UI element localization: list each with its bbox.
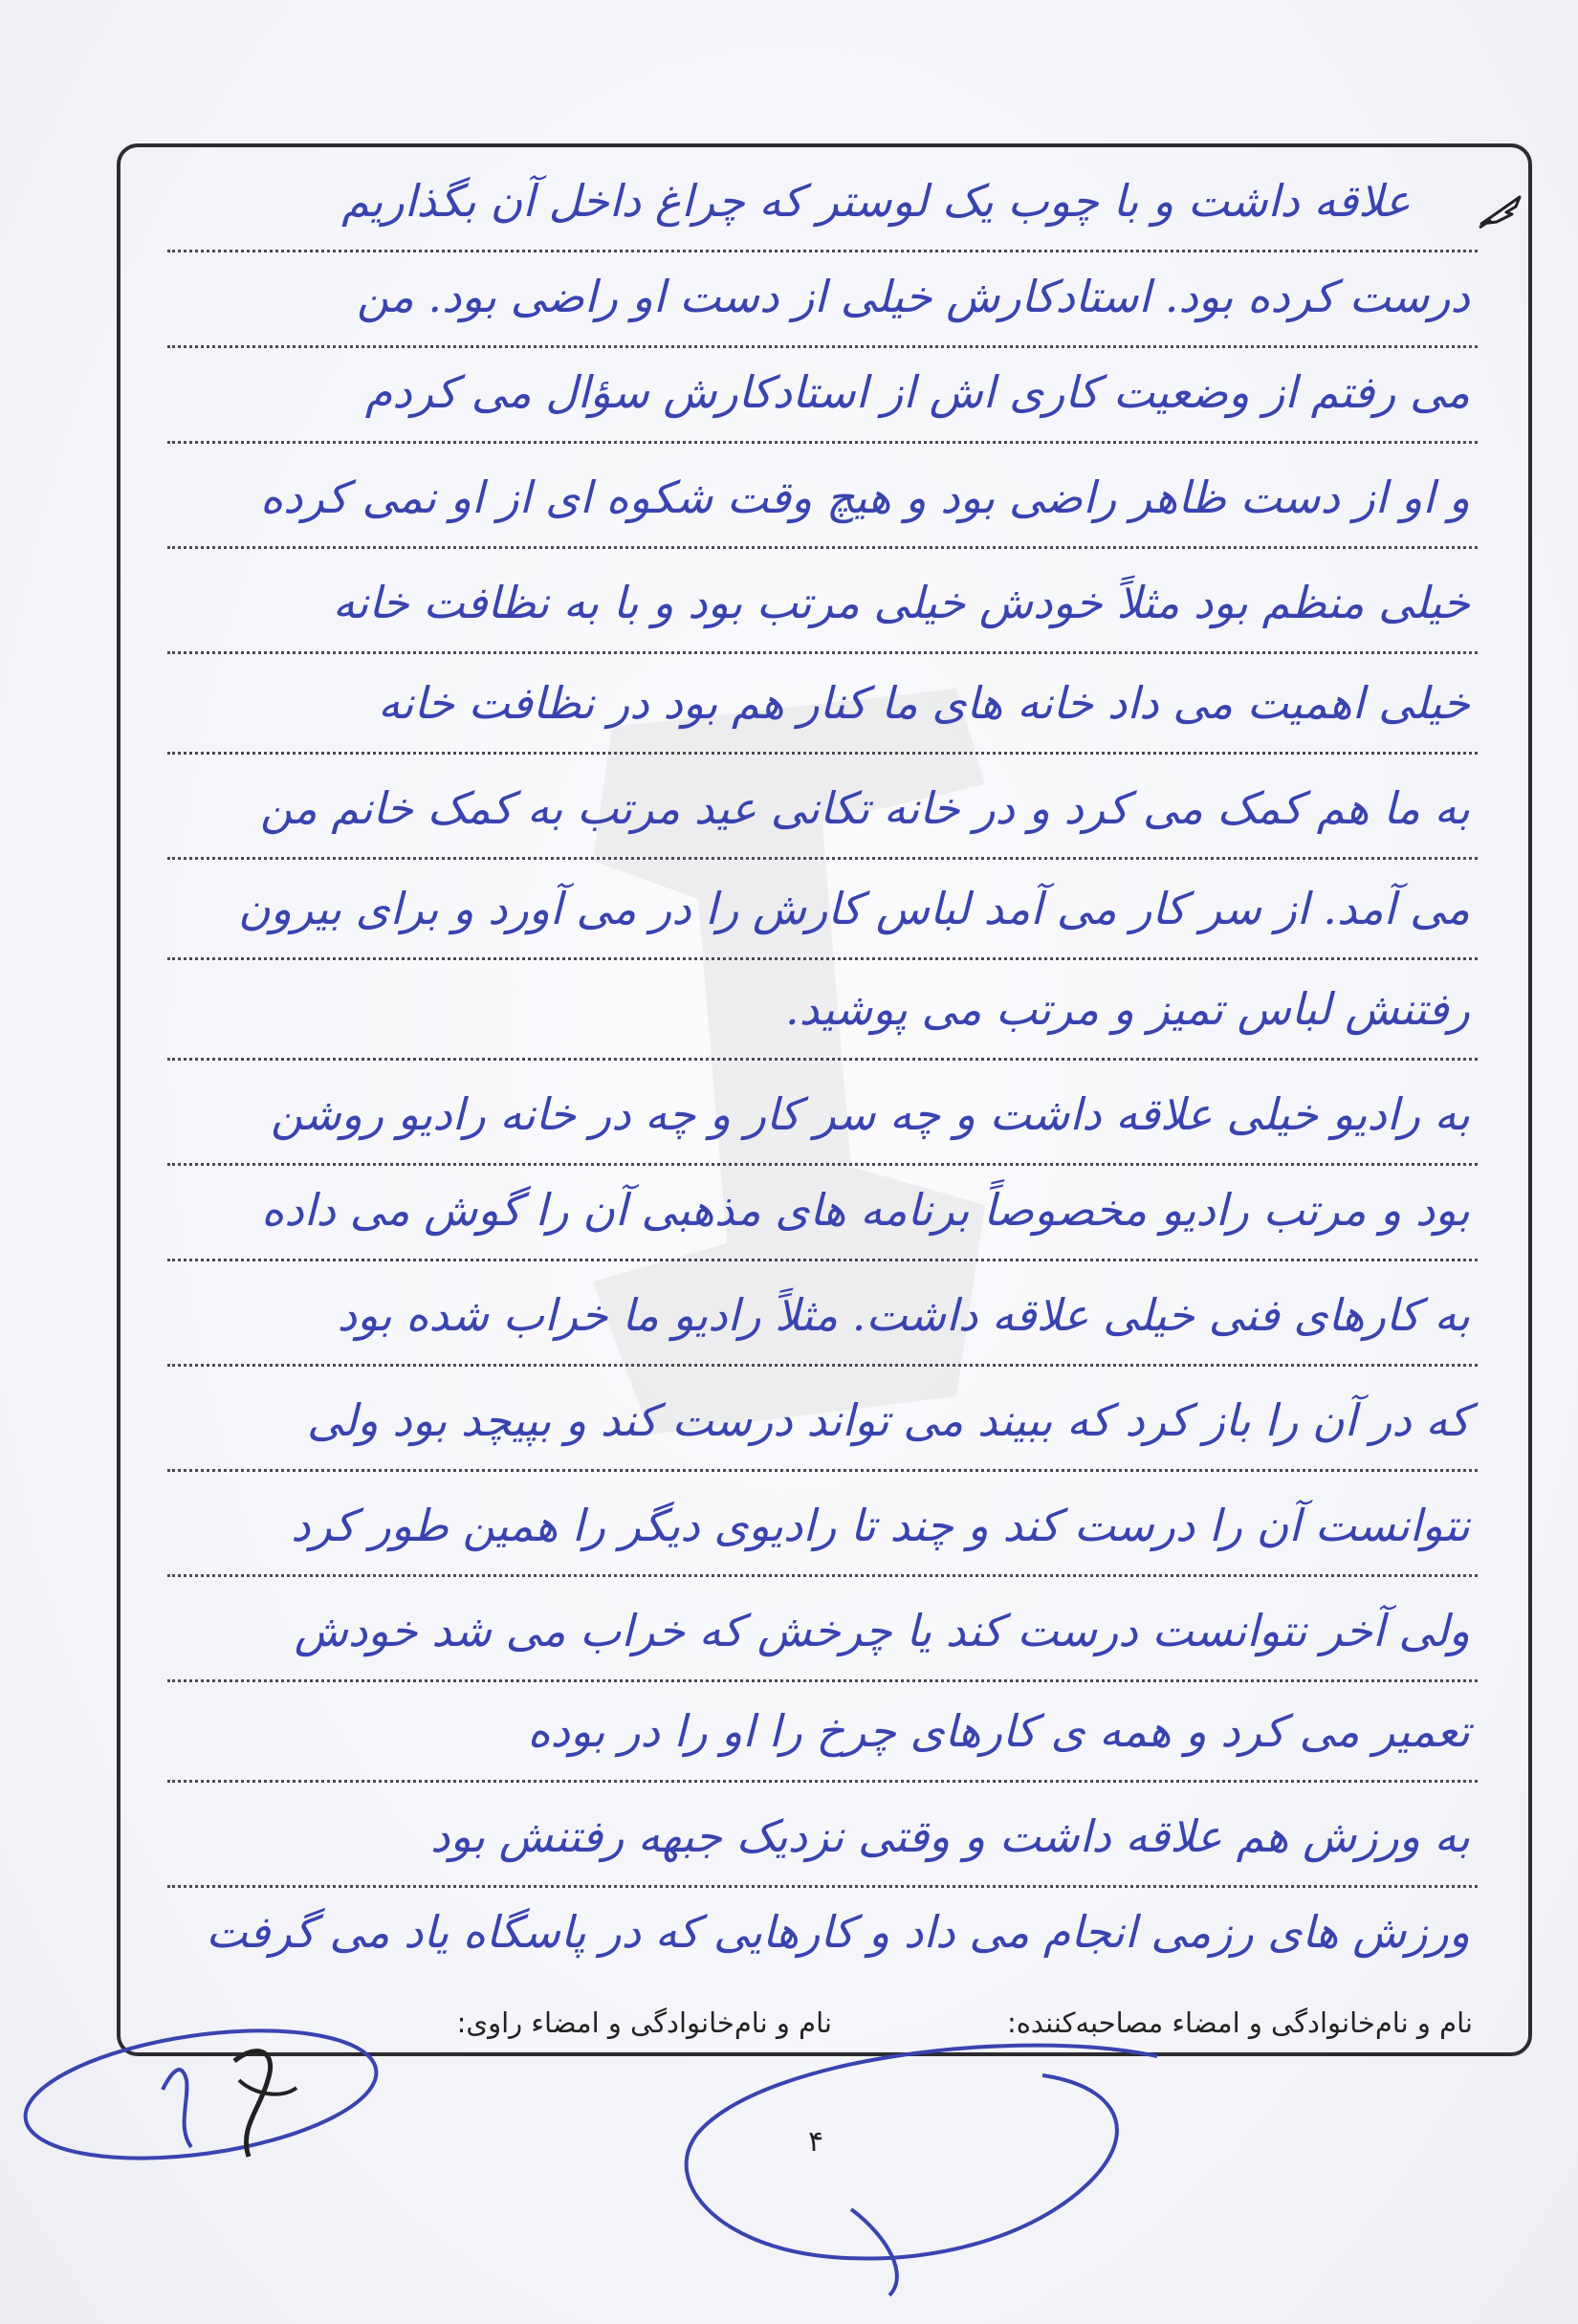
line-text: علاقه داشت و با چوب یک لوستر که چراغ داخل آن بگذاریم (341, 175, 1411, 227)
line-text: ورزش های رزمی انجام می داد و کارهایی که در پاسگاه یاد می گرفت (206, 1906, 1470, 1958)
line-text: می رفتم از وضعیت کاری اش از استادکارش سؤال می کردم (364, 366, 1470, 418)
line-text: نتوانست آن را درست کند و چند تا رادیوی دیگر را همین طور کرد (291, 1500, 1470, 1551)
line-text: می آمد. از سر کار می آمد لباس کارش را در می آورد و برای بیرون (237, 883, 1470, 934)
line-text: به ما هم کمک می کرد و در خانه تکانی عید مرتب به کمک خانم من (259, 782, 1470, 834)
line-text: به کارهای فنی خیلی علاقه داشت. مثلاً رادیو ما خراب شده بود (337, 1289, 1470, 1341)
text-line (167, 260, 1478, 348)
text-line (167, 973, 1478, 1061)
text-line (167, 667, 1478, 755)
line-text: که در آن را باز کرد که ببیند می تواند درست کند و بپیچد بود ولی (307, 1394, 1470, 1446)
text-line (167, 1489, 1478, 1577)
interviewer-signature (660, 2018, 1195, 2305)
line-text: ولی آخر نتوانست درست کند یا چرخش که خراب می شد خودش (294, 1605, 1470, 1656)
line-text: بود و مرتب رادیو مخصوصاً برنامه های مذهبی آن را گوش می داده (261, 1184, 1470, 1236)
text-line (167, 164, 1478, 252)
text-line (167, 1279, 1478, 1367)
line-text: تعمیر می کرد و همه ی کارهای چرخ را او را در بوده (527, 1705, 1470, 1757)
text-line (167, 1896, 1478, 1984)
text-line (167, 1384, 1478, 1472)
narrator-signature-label: نام و نام‌خانوادگی و امضاء راوی: (456, 2006, 832, 2039)
narrator-signature (10, 2004, 411, 2185)
text-line (167, 1695, 1478, 1783)
line-text: به رادیو خیلی علاقه داشت و چه سر کار و چه در خانه رادیو روشن (271, 1088, 1470, 1140)
text-line (167, 356, 1478, 444)
text-line (167, 566, 1478, 654)
line-text: به ورزش هم علاقه داشت و وقتی نزدیک جبهه رفتنش بود (430, 1810, 1470, 1862)
page-number: ۴ (808, 2125, 824, 2159)
line-text: خیلی اهمیت می داد خانه های ما کنار هم بود در نظافت خانه (378, 677, 1470, 729)
text-line (167, 1173, 1478, 1261)
text-line (167, 461, 1478, 549)
text-line (167, 1800, 1478, 1888)
line-text: رفتنش لباس تمیز و مرتب می پوشید. (784, 983, 1470, 1035)
text-line (167, 772, 1478, 860)
line-text: درست کرده بود. استادکارش خیلی از دست او راضی بود. من (357, 271, 1470, 322)
text-line (167, 872, 1478, 960)
text-line (167, 1078, 1478, 1166)
text-line (167, 1594, 1478, 1682)
line-text: خیلی منظم بود مثلاً خودش خیلی مرتب بود و با به نظافت خانه (332, 577, 1470, 628)
quill-pen-icon (1478, 191, 1523, 230)
interviewer-signature-label: نام و نام‌خانوادگی و امضاء مصاحبه‌کننده: (1006, 2006, 1473, 2039)
line-text: و او از دست ظاهر راضی بود و هیچ وقت شکوه ای از او نمی کرده (259, 471, 1470, 523)
